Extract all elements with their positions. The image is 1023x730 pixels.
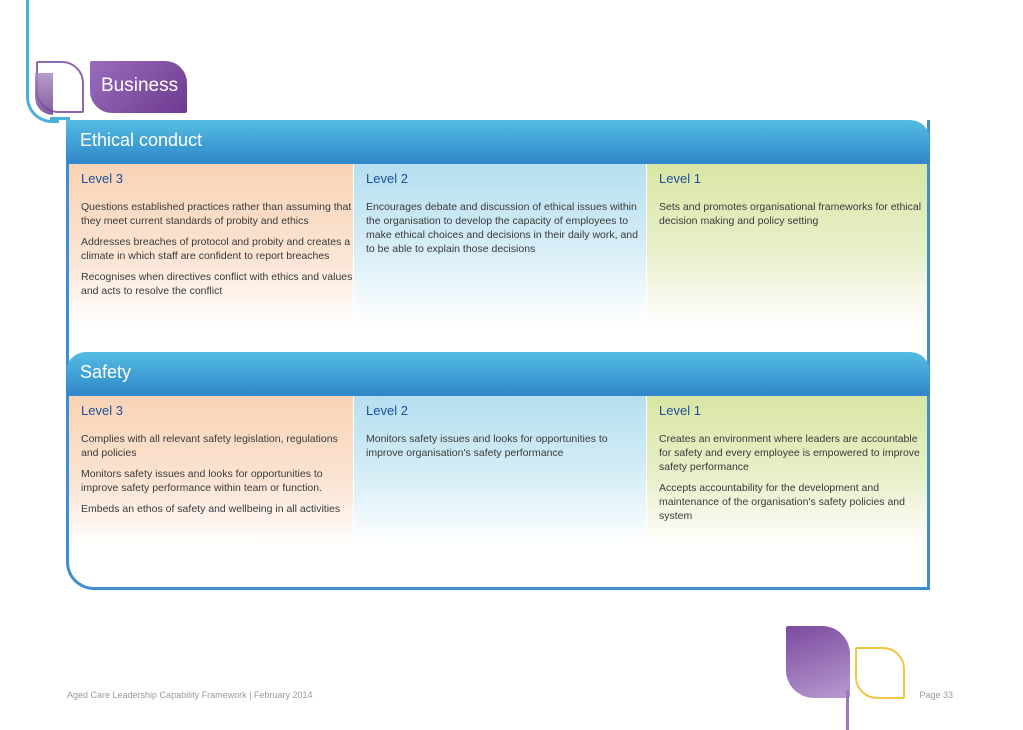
section-title-text: Safety bbox=[80, 362, 132, 382]
capability-item: Encourages debate and discussion of ethical issues within the organisation to develop the capacity of employees to make ethical choices and decisions in their daily work, and to be able to explain those decisions bbox=[366, 201, 638, 255]
level-heading: Level 3 bbox=[81, 403, 123, 418]
footer-document-title: Aged Care Leadership Capability Framework | February 2014 bbox=[67, 690, 313, 700]
capability-item: Embeds an ethos of safety and wellbeing in all activities bbox=[81, 503, 341, 515]
level-heading: Level 2 bbox=[366, 171, 408, 186]
business-tab bbox=[90, 61, 187, 113]
level-heading: Level 2 bbox=[366, 403, 408, 418]
capability-item: Recognises when directives conflict with ethics and values and acts to resolve the conflict bbox=[81, 271, 353, 297]
page-number: Page 33 bbox=[919, 690, 953, 700]
capability-item: Sets and promotes organisational frameworks for ethical decision making and policy setting bbox=[659, 201, 922, 227]
level-heading: Level 1 bbox=[659, 403, 701, 418]
ethical-conduct-level-3 bbox=[69, 164, 353, 324]
safety-level-1 bbox=[647, 396, 927, 546]
safety-level-2 bbox=[354, 396, 646, 546]
level-heading: Level 3 bbox=[81, 171, 123, 186]
capability-item: Addresses breaches of protocol and probity and creates a climate in which staff are confident to report breaches bbox=[81, 236, 351, 262]
section-title-text: Ethical conduct bbox=[80, 130, 203, 150]
purple-leaf-outline-icon bbox=[36, 61, 84, 113]
capability-item: Accepts accountability for the development and maintenance of the organisation's safety policies and system bbox=[659, 482, 905, 522]
level-heading: Level 1 bbox=[659, 171, 701, 186]
ethical-conduct-level-2 bbox=[354, 164, 646, 324]
section-title-safety bbox=[66, 352, 930, 396]
business-tab-label: Business bbox=[101, 75, 179, 96]
section-title-ethical-conduct bbox=[66, 120, 930, 164]
safety-level-3 bbox=[69, 396, 353, 546]
capability-item: Questions established practices rather than assuming that they meet current standards of probity and ethics bbox=[81, 201, 352, 227]
leaf-stem-line bbox=[846, 690, 849, 730]
capability-item: Creates an environment where leaders are accountable for safety and every employee is empowered to improve safety performance bbox=[659, 433, 920, 473]
ethical-conduct-level-1 bbox=[647, 164, 927, 324]
purple-leaf-icon bbox=[786, 626, 850, 698]
capability-item: Monitors safety issues and looks for opportunities to improve organisation's safety performance bbox=[366, 433, 608, 459]
capability-item: Monitors safety issues and looks for opportunities to improve safety performance within team or function. bbox=[81, 468, 323, 494]
capability-item: Complies with all relevant safety legislation, regulations and policies bbox=[81, 433, 338, 459]
yellow-leaf-outline-icon bbox=[855, 647, 905, 699]
